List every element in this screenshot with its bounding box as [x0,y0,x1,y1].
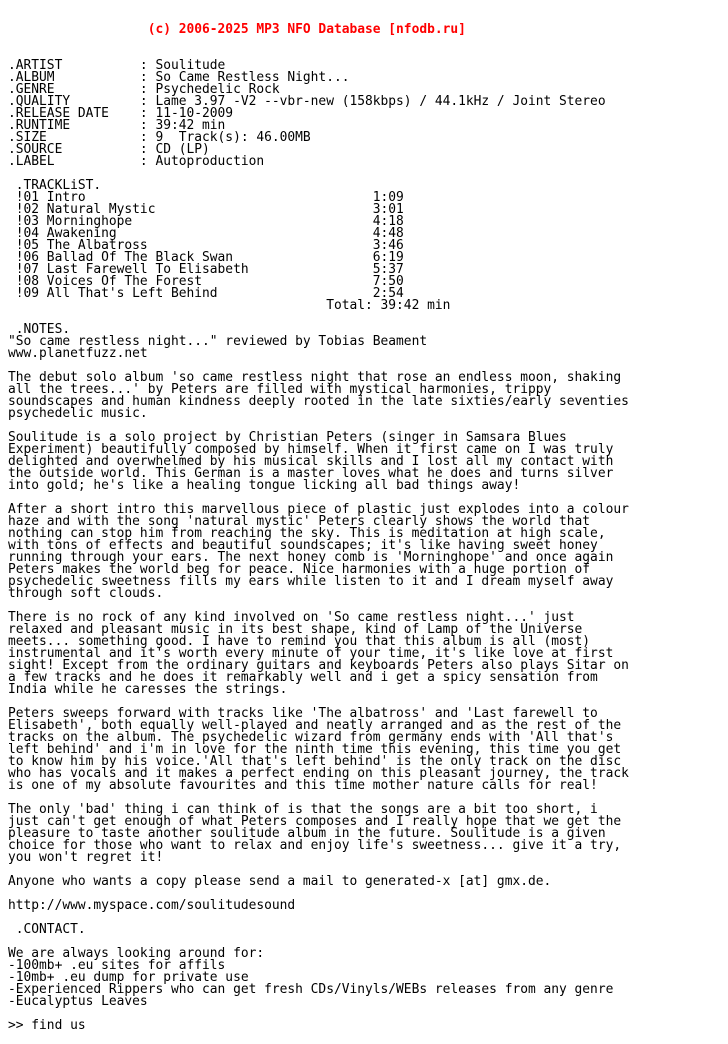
nfo-line: running through your ears. The next honey comb is 'Morninghope' and once again [8,550,614,565]
nfo-line: haze and with the song 'natural mystic' Peters clearly shows the world that [8,514,591,529]
nfo-line: you won't regret it! [8,850,164,865]
nfo-line: soundscapes and human kindness deeply rooted in the late sixties/early seventies [8,394,629,409]
nfo-line: !02 Natural Mystic 3:01 [8,202,404,217]
nfo-line: pleasure to taste another soulitude album in the future. Soulitude is a given [8,826,606,841]
nfo-line: to know him by his voice.'All that's left behind' is the only track on the disc [8,754,622,769]
nfo-line: choice for those who want to relax and enjoy life's sweetness... give it a try, [8,838,622,853]
blank-line [8,312,724,324]
nfo-line: tracks on the album. The psychedelic wizard from germany ends with 'All that's [8,730,614,745]
nfo-line: Experiment) beautifully composed by himself. When it first came on I was truly [8,442,614,457]
nfo-line: .SOURCE : CD (LP) [8,142,210,157]
nfo-line: .SIZE : 9 Track(s): 46.00MB [8,130,311,145]
nfo-line: !05 The Albatross 3:46 [8,238,404,253]
nfo-line: relaxed and pleasant music in its best shape, kind of Lamp of the Universe [8,622,583,637]
nfo-line: .TRACKLiST. [8,178,102,193]
nfo-line: .RUNTIME : 39:42 min [8,118,226,133]
nfo-line: instrumental and it's worth every minute of your time, it's like love at first [8,646,614,661]
nfo-line: meets... something good. I have to remind you that this album is all (most) [8,634,591,649]
nfo-line: -Eucalyptus Leaves [8,994,148,1009]
nfo-line: !06 Ballad Of The Black Swan 6:19 [8,250,404,265]
nfo-line: .ARTIST : Soulitude [8,58,226,73]
nfo-line: !07 Last Farewell To Elisabeth 5:37 [8,262,404,277]
nfo-line: Total: 39:42 min [8,298,451,313]
copyright-header[interactable]: (c) 2006-2025 MP3 NFO Database [nfodb.ru] [8,22,466,37]
nfo-line: the outside world. This German is a master loves what he does and turns silver [8,466,614,481]
nfo-line: >> find us [8,1018,86,1033]
nfo-line: Elisabeth', both equally well-played and neatly arranged and as the rest of the [8,718,622,733]
nfo-line: all the trees...' by Peters are filled with mystical harmonies, trippy [8,382,552,397]
nfo-line: .QUALITY : Lame 3.97 -V2 --vbr-new (158kbps) / 44.1kHz / Joint Stereo [8,94,606,109]
nfo-line: left behind' and i'm in love for the ninth time this evening, this time you get [8,742,622,757]
nfo-line: delighted and overwhelmed by his musical skills and I lost all my contact with [8,454,614,469]
nfo-line: Soulitude is a solo project by Christian Peters (singer in Samsara Blues [8,430,567,445]
nfo-line: Peters makes the world beg for peace. Nice harmonies with a huge portion of [8,562,591,577]
nfo-document [8,0,724,1044]
nfo-line: with tons of effects and beautiful soundscapes; it's like having sweet honey [8,538,598,553]
nfo-line: After a short intro this marvellous piece of plastic just explodes into a colour [8,502,629,517]
nfo-line: .NOTES. [8,322,71,337]
nfo-line: www.planetfuzz.net [8,346,148,361]
nfo-line: .LABEL : Autoproduction [8,154,265,169]
nfo-line: The only 'bad' thing i can think of is that the songs are a bit too short, i [8,802,598,817]
nfo-line: Peters sweeps forward with tracks like 'The albatross' and 'Last farewell to [8,706,598,721]
nfo-line: -10mb+ .eu dump for private use [8,970,249,985]
nfo-line: Anyone who wants a copy please send a mail to generated-x [at] gmx.de. [8,874,552,889]
nfo-line: psychedelic music. [8,406,148,421]
nfo-line: -Experienced Rippers who can get fresh CDs/Vinyls/WEBs releases from any genre [8,982,614,997]
nfo-line: !09 All That's Left Behind 2:54 [8,286,404,301]
nfo-line: sight! Except from the ordinary guitars and keyboards Peters also plays Sitar on [8,658,629,673]
nfo-line: .GENRE : Psychedelic Rock [8,82,280,97]
nfo-line: a few tracks and he does it remarkably well and i get a spicy sensation from [8,670,598,685]
nfo-line: through soft clouds. [8,586,164,601]
nfo-line: !01 Intro 1:09 [8,190,404,205]
nfo-line: !08 Voices Of The Forest 7:50 [8,274,404,289]
nfo-line: .RELEASE DATE : 11-10-2009 [8,106,234,121]
nfo-line: -100mb+ .eu sites for affils [8,958,226,973]
blank-line [8,1008,724,1020]
nfo-line: psychedelic sweetness fills my ears while listen to it and I dream myself away [8,574,614,589]
nfo-line: "So came restless night..." reviewed by Tobias Beament [8,334,428,349]
nfo-line: http://www.myspace.com/soulitudesound [8,898,296,913]
nfo-line: is one of my absolute favourites and this time mother nature calls for real! [8,778,598,793]
nfo-line: who has vocals and it makes a perfect ending on this pleasant journey, the track [8,766,629,781]
nfo-line: .ALBUM : So Came Restless Night... [8,70,350,85]
nfo-line: just can't get enough of what Peters composes and I really hope that we get the [8,814,622,829]
nfo-line: !03 Morninghope 4:18 [8,214,404,229]
nfo-line: There is no rock of any kind involved on 'So came restless night...' just [8,610,575,625]
nfo-line: .CONTACT. [8,922,86,937]
nfo-line: We are always looking around for: [8,946,265,961]
nfo-line: into gold; he's like a healing tongue licking all bad things away! [8,478,521,493]
nfo-body [8,60,724,1032]
nfo-line: !04 Awakening 4:48 [8,226,404,241]
nfo-line: India while he caresses the strings. [8,682,288,697]
nfo-line: nothing can stop him from reaching the sky. This is meditation at high scale, [8,526,606,541]
blank-line [8,168,724,180]
nfo-line: The debut solo album 'so came restless night that rose an endless moon, shaking [8,370,622,385]
blank-line [8,912,724,924]
